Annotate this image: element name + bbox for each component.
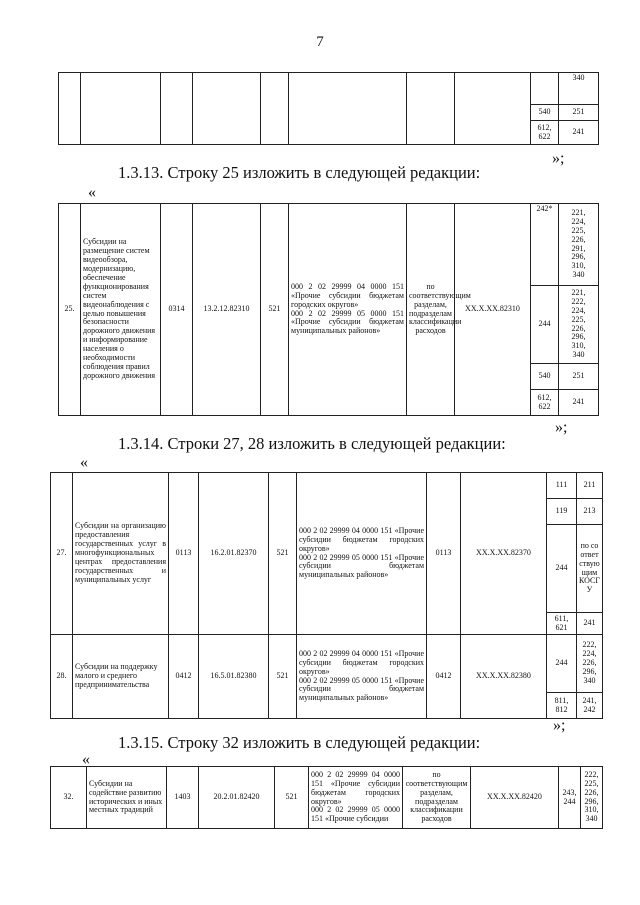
classification-code: XX.X.XX.82370 — [461, 473, 547, 635]
row-name: Субсидии на размещение систем видеообзора, модернизацию, обеспечение функционирования систем видеонаблюдения с целью повышения безопасности дорожного движения и информирование населения о необходимости соблюдения правил дорожного движения — [81, 204, 161, 416]
table-cell — [59, 73, 81, 145]
kosgu-code: 213 — [577, 499, 603, 525]
row-25-table — [58, 203, 599, 416]
opening-quote: « — [82, 751, 90, 768]
kbk-text: 000 2 02 29999 04 0000 151 «Прочие субсидии бюджетам городских округов» 000 2 02 29999 05 0000 151 «Прочие субсидии бюджетам муниципальных районов» — [297, 635, 427, 719]
razdel-text: 0412 — [427, 635, 461, 719]
table-cell — [261, 73, 289, 145]
classification-code: XX.X.XX.82420 — [471, 767, 559, 829]
kosgu-code: по соответствующим КОСГУ — [577, 525, 603, 613]
vr-code: 111 — [547, 473, 577, 499]
kbk-text: 000 2 02 29999 04 0000 151 «Прочие субсидии бюджетам городских округов» 000 2 02 29999 05 0000 151 «Прочие субсидии — [309, 767, 403, 829]
vr-code: 811, 812 — [547, 693, 577, 719]
section-code: 0113 — [169, 473, 199, 635]
page-number: 7 — [316, 34, 324, 50]
vr-code: 119 — [547, 499, 577, 525]
closing-quote: »; — [552, 150, 565, 167]
section-heading: 1.3.14. Строки 27, 28 изложить в следующей редакции: — [118, 434, 506, 453]
table-cell — [407, 73, 455, 145]
table-cell — [81, 73, 161, 145]
row-number: 27. — [51, 473, 73, 635]
vr-code: 243, 244 — [559, 767, 581, 829]
table-cell: 540 — [531, 105, 559, 121]
kosgu-code: 222, 225, 226, 296, 310, 340 — [581, 767, 603, 829]
vr-code: 244 — [531, 286, 559, 364]
kosgu-code: 241 — [559, 390, 599, 416]
admin-code: 521 — [269, 635, 297, 719]
classification-code: XX.X.XX.82310 — [455, 204, 531, 416]
kbk-text: 000 2 02 29999 04 0000 151 «Прочие субсидии бюджетам городских округов» 000 2 02 29999 05 0000 151 «Прочие субсидии бюджетам муниципальных районов» — [297, 473, 427, 635]
kosgu-code: 241, 242 — [577, 693, 603, 719]
section-heading: 1.3.15. Строку 32 изложить в следующей редакции: — [118, 733, 481, 752]
admin-code: 521 — [275, 767, 309, 829]
vr-code: 540 — [531, 364, 559, 390]
table-cell: 340 — [559, 73, 599, 105]
row-number: 32. — [51, 767, 87, 829]
vr-code: 611, 621 — [547, 613, 577, 635]
rows-27-28-table — [50, 472, 603, 719]
kosgu-code: 251 — [559, 364, 599, 390]
kosgu-code: 241 — [577, 613, 603, 635]
section-code: 0412 — [169, 635, 199, 719]
target-code: 20.2.01.82420 — [199, 767, 275, 829]
table-cell — [455, 73, 531, 145]
kbk-text: 000 2 02 29999 04 0000 151 «Прочие субсидии бюджетам городских округов» 000 2 02 29999 05 0000 151 «Прочие субсидии бюджетам муниципальных районов» — [289, 204, 407, 416]
section-code: 1403 — [167, 767, 199, 829]
row-name: Субсидии на организацию предоставления государственных услуг в многофункциональных центрах предоставления государственных и муниципальных услуг — [73, 473, 169, 635]
admin-code: 521 — [269, 473, 297, 635]
row-number: 25. — [59, 204, 81, 416]
vr-code: 244 — [547, 635, 577, 693]
razdel-text: 0113 — [427, 473, 461, 635]
section-heading: 1.3.13. Строку 25 изложить в следующей редакции: — [118, 163, 481, 182]
row-number: 28. — [51, 635, 73, 719]
table-cell: 612, 622 — [531, 121, 559, 145]
classification-code: XX.X.XX.82380 — [461, 635, 547, 719]
kosgu-code: 222, 224, 226, 296, 340 — [577, 635, 603, 693]
closing-quote: »; — [555, 419, 568, 436]
table-cell: 241 — [559, 121, 599, 145]
admin-code: 521 — [261, 204, 289, 416]
table-cell — [161, 73, 193, 145]
target-code: 16.2.01.82370 — [199, 473, 269, 635]
row-name: Субсидии на поддержку малого и среднего предпринимательства — [73, 635, 169, 719]
vr-code: 242* — [531, 204, 559, 286]
section-code: 0314 — [161, 204, 193, 416]
target-code: 16.5.01.82380 — [199, 635, 269, 719]
row-name: Субсидии на содействие развитию исторических и иных местных традиций — [87, 767, 167, 829]
razdel-text: по соответствующим разделам, подразделам классификации расходов — [403, 767, 471, 829]
kosgu-code: 211 — [577, 473, 603, 499]
target-code: 13.2.12.82310 — [193, 204, 261, 416]
kosgu-code: 221, 224, 225, 226, 291, 296, 310, 340 — [559, 204, 599, 286]
vr-code: 612, 622 — [531, 390, 559, 416]
opening-quote: « — [80, 454, 88, 471]
table-cell — [289, 73, 407, 145]
vr-code: 244 — [547, 525, 577, 613]
razdel-text: по соответствующим разделам, подразделам классификации расходов — [407, 204, 455, 416]
closing-quote: »; — [553, 717, 566, 734]
table-cell — [531, 73, 559, 105]
table-cell: 251 — [559, 105, 599, 121]
kosgu-code: 221, 222, 224, 225, 226, 296, 310, 340 — [559, 286, 599, 364]
row-32-table — [50, 766, 603, 829]
table-cell — [193, 73, 261, 145]
top-table — [58, 72, 599, 145]
opening-quote: « — [88, 184, 96, 201]
